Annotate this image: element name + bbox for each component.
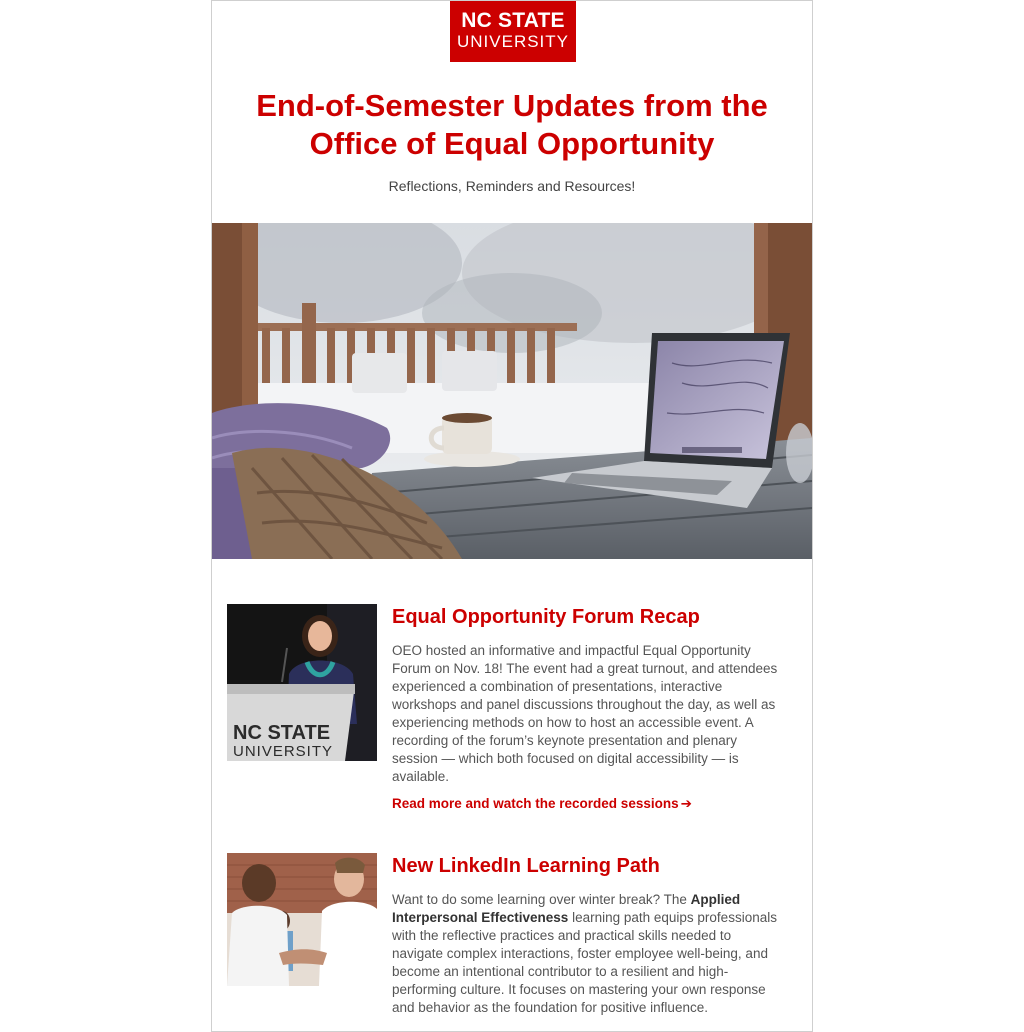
email-container (211, 0, 813, 1032)
body-text-intro: Want to do some learning over winter break? The (392, 892, 691, 907)
podium-text-line2: UNIVERSITY (233, 743, 334, 760)
hero-image (212, 223, 812, 559)
body-text-rest: learning path equips professionals with the reflective practices and practical skills needed to navigate complex interactions, foster employee well-being, and become an intentional contributor to a resilient and high-performing culture. It focuses on mastering your own response and behavior as the foundation for positive influence. (392, 910, 777, 1015)
handshake-photo (227, 853, 377, 986)
article-title: New LinkedIn Learning Path (392, 855, 660, 877)
read-more-label: Read more and watch the recorded sessions (392, 796, 679, 811)
article-body (392, 891, 784, 1017)
article-body: OEO hosted an informative and impactful Equal Opportunity Forum on Nov. 18! The event had a great turnout, and attendees experienced a combination of presentations, interactive workshops and panel discussions throughout the day, as well as experiencing methods on how to host an accessible event. A recording of the forum’s keynote presentation and plenary session — which both focused on digital accessibility — is available. (392, 643, 778, 784)
logo-line1: NC STATE (461, 9, 565, 32)
newsletter-subtitle: Reflections, Reminders and Resources! (388, 178, 636, 194)
newsletter-title: End-of-Semester Updates from the Office of Equal Opportunity (256, 88, 768, 161)
nc-state-logo[interactable] (450, 1, 576, 62)
article-title: Equal Opportunity Forum Recap (392, 606, 700, 628)
winter-laptop-scene (212, 223, 812, 559)
logo-line2: UNIVERSITY (456, 32, 570, 51)
article-content (392, 853, 784, 1017)
arrow-right-icon: ➔ (680, 796, 692, 811)
forum-speaker-photo (227, 604, 377, 761)
article-content (392, 604, 784, 813)
read-more-link[interactable] (392, 795, 784, 813)
podium-text-line1: NC STATE (233, 722, 331, 744)
learning-path-name[interactable]: Applied Interpersonal Effectiveness (392, 892, 741, 925)
